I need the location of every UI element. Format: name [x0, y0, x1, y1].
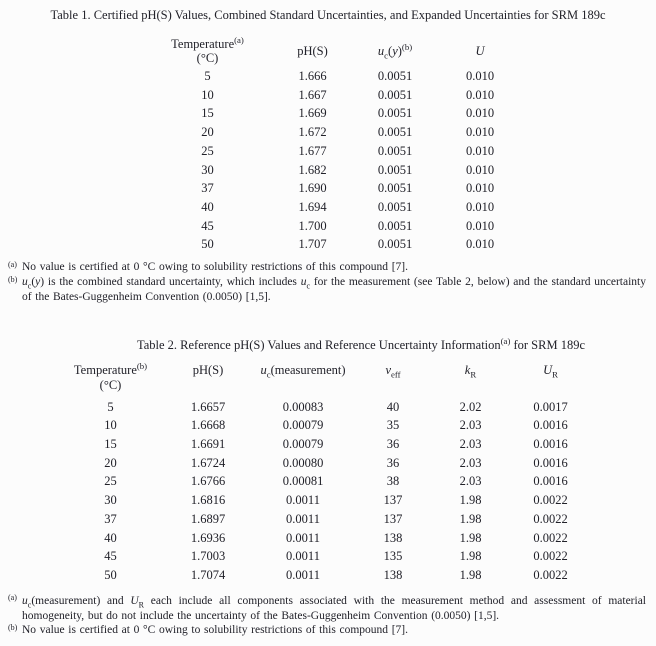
table-cell: 2.03 [459, 418, 482, 433]
col-header-temperature [140, 35, 275, 67]
table-cell: 10 [104, 418, 117, 433]
col-header-ph: pH(S) [192, 362, 224, 377]
col-header-uc-y: $u_c(y)^{(b)}$ [377, 41, 413, 61]
table-cell: 0.0022 [533, 567, 568, 582]
table-cell: 0.0011 [286, 511, 320, 526]
table-cell: 2.03 [459, 455, 482, 470]
table-cell: 1.6691 [190, 437, 226, 452]
table-row [58, 491, 593, 510]
table-row [58, 510, 593, 529]
table-cell: 0.0011 [286, 530, 320, 545]
table-cell: 0.0051 [377, 199, 413, 214]
table-row [140, 142, 520, 161]
footnote-text: No value is certified at 0 °C owing to solubility restrictions of this compound [7]. [22, 624, 408, 637]
table-cell: 38 [386, 474, 400, 489]
col-header-temperature [58, 360, 163, 398]
table-cell: 0.0051 [377, 69, 413, 83]
footnote [8, 260, 646, 275]
table-cell: 1.682 [298, 162, 327, 177]
table-cell: 0.010 [465, 106, 495, 121]
table-cell: 0.0017 [533, 399, 568, 414]
table-cell: 0.0016 [533, 437, 568, 452]
table-cell: 135 [383, 549, 403, 564]
table-cell: 25 [201, 143, 214, 158]
footnote-marker: (b) [8, 274, 18, 284]
table-cell: 0.010 [465, 181, 495, 196]
table-cell: 50 [104, 567, 117, 582]
table1-footnotes [8, 260, 646, 305]
table-row [140, 67, 520, 86]
table-cell: 0.0051 [377, 162, 413, 177]
col-header-uc-measurement: $u_c(measurement)$ [260, 362, 346, 380]
col-header-kr: $k_R$ [464, 362, 477, 380]
table-cell: 0.0022 [533, 511, 568, 526]
table-cell: 15 [201, 106, 214, 121]
table-cell: 0.0051 [377, 237, 413, 252]
table-cell: 30 [104, 493, 117, 508]
table-cell: 37 [104, 511, 117, 526]
table-cell: 36 [386, 455, 400, 470]
table-cell: 0.0022 [533, 530, 568, 545]
table2-title: Table 2. Reference pH(S) Values and Reference Uncertainty Information$^{(a)}$ for SRM 189c [136, 335, 586, 352]
table-cell: 1.6657 [190, 399, 226, 414]
footnote-marker: (a) [8, 593, 17, 603]
table-cell: 1.6766 [190, 474, 226, 489]
table-cell: 1.694 [298, 199, 327, 214]
table-cell: 137 [383, 511, 403, 526]
header-line: Temperature$^{(b)}$ [73, 360, 148, 377]
table-cell: 1.690 [298, 181, 327, 196]
footnote [8, 275, 646, 304]
col-header-ur: $U_R$ [543, 362, 558, 380]
table-cell: 36 [386, 437, 400, 452]
header-row [140, 35, 520, 67]
table-cell: 1.98 [459, 511, 482, 526]
table-cell: 40 [104, 530, 117, 545]
footnote-marker: (a) [8, 259, 17, 269]
table-cell: 1.98 [459, 549, 482, 564]
table1-title: Table 1. Certified pH(S) Values, Combined Standard Uncertainties, and Expanded Uncertainties for SRM 189c [50, 8, 606, 22]
table-cell: 0.010 [465, 237, 495, 252]
table-cell: 0.010 [465, 143, 495, 158]
table-cell: 40 [201, 199, 214, 214]
table2-body [58, 398, 593, 585]
table-cell: 0.010 [465, 125, 495, 140]
footnote-text: $u_c(measurement)$ and $U_R$ each include all components associated with the measurement method and assessment of material homogeneity, but do not include the uncertainty of the Bates-Guggenheim Convention (0.0050) [1,5]. [22, 594, 646, 622]
table-row [58, 398, 593, 417]
table-row [140, 104, 520, 123]
table-cell: 0.010 [465, 218, 495, 233]
table-cell: 0.00080 [282, 455, 324, 470]
table-cell: 1.7074 [190, 567, 226, 582]
table2-footnotes [8, 594, 646, 639]
table-cell: 0.0022 [533, 493, 568, 508]
table-cell: 0.00083 [282, 399, 324, 414]
table-cell: 0.0016 [533, 418, 568, 433]
table-cell: 2.02 [459, 399, 482, 414]
table1 [140, 35, 520, 254]
table-cell: 5 [204, 69, 211, 83]
table-cell: 1.98 [459, 567, 482, 582]
table-cell: 1.7003 [190, 549, 226, 564]
header-line: Temperature$^{(a)}$ [171, 34, 244, 51]
table-cell: 0.0051 [377, 87, 413, 102]
table-cell: 0.0016 [533, 474, 568, 489]
footnote [8, 623, 646, 638]
table-cell: 2.03 [459, 437, 482, 452]
table-cell: 0.0051 [377, 106, 413, 121]
table-cell: 35 [386, 418, 400, 433]
table-cell: 20 [201, 125, 214, 140]
table-cell: 1.677 [298, 143, 327, 158]
table-cell: 45 [104, 549, 117, 564]
table-cell: 2.03 [459, 474, 482, 489]
table-cell: 1.6724 [190, 455, 226, 470]
table-cell: 45 [201, 218, 214, 233]
table-row [58, 454, 593, 473]
table-row [140, 179, 520, 198]
table-cell: 0.010 [465, 162, 495, 177]
table-cell: 1.98 [459, 530, 482, 545]
table-row [140, 198, 520, 217]
table-cell: 1.6668 [190, 418, 226, 433]
table-row [58, 435, 593, 454]
table-cell: 0.010 [465, 69, 495, 83]
table2 [58, 360, 593, 585]
table-row [58, 472, 593, 491]
footnote [8, 594, 646, 623]
header-line: (°C) [196, 51, 219, 65]
table-row [58, 566, 593, 585]
table-row [140, 217, 520, 236]
table-cell: 0.00081 [282, 474, 324, 489]
table-cell: 1.700 [298, 218, 327, 233]
table-cell: 20 [104, 455, 117, 470]
table-cell: 15 [104, 437, 117, 452]
table-cell: 0.0011 [286, 567, 320, 582]
header-line: (°C) [99, 377, 122, 392]
table1-header [140, 35, 520, 67]
table2-header [58, 360, 593, 398]
table-cell: 0.0022 [533, 549, 568, 564]
table-cell: 1.707 [298, 237, 327, 252]
table-cell: 0.0051 [377, 218, 413, 233]
table-cell: 10 [201, 87, 214, 102]
table-cell: 5 [107, 399, 114, 414]
footnote-text: $u_c(y)$ is the combined standard uncertainty, which includes $u_c$ for the measurement (see Table 2, below) and the standard uncertainty of the Bates-Guggenheim Convention (0.0050) [1,5]. [22, 276, 646, 304]
table-cell: 0.010 [465, 199, 495, 214]
footnote-text: No value is certified at 0 °C owing to solubility restrictions of this compound [7]. [22, 261, 408, 274]
table-cell: 50 [201, 237, 214, 252]
table-cell: 0.00079 [282, 437, 324, 452]
table-cell: 1.672 [298, 125, 327, 140]
table-row [140, 161, 520, 180]
table-row [140, 123, 520, 142]
table-cell: 0.0051 [377, 181, 413, 196]
table-cell: 1.6816 [190, 493, 226, 508]
table-cell: 37 [201, 181, 214, 196]
header-row [58, 363, 593, 398]
table-cell: 1.6936 [190, 530, 226, 545]
table1-body [140, 67, 520, 254]
table-cell: 0.0011 [286, 549, 320, 564]
table-cell: 138 [383, 567, 403, 582]
table-cell: 40 [386, 399, 400, 414]
footnote-marker: (b) [8, 622, 18, 632]
table-cell: 1.667 [298, 87, 327, 102]
col-header-ph: pH(S) [297, 44, 328, 58]
table-cell: 137 [383, 493, 403, 508]
table-cell: 0.00079 [282, 418, 324, 433]
col-header-veff: $v_{eff}$ [385, 362, 401, 380]
table-cell: 0.010 [465, 87, 495, 102]
table-cell: 1.669 [298, 106, 327, 121]
table-row [58, 416, 593, 435]
table-row [140, 235, 520, 254]
table-cell: 0.0051 [377, 125, 413, 140]
table-cell: 0.0051 [377, 143, 413, 158]
table-row [140, 86, 520, 105]
table-cell: 1.98 [459, 493, 482, 508]
table-row [58, 529, 593, 548]
table-row [58, 547, 593, 566]
table-cell: 138 [383, 530, 403, 545]
table-cell: 0.0016 [533, 455, 568, 470]
table-cell: 1.666 [298, 69, 327, 83]
col-header-expanded-u: U [475, 44, 485, 58]
table-cell: 25 [104, 474, 117, 489]
table-cell: 30 [201, 162, 214, 177]
table-cell: 0.0011 [286, 493, 320, 508]
table-cell: 1.6897 [190, 511, 226, 526]
